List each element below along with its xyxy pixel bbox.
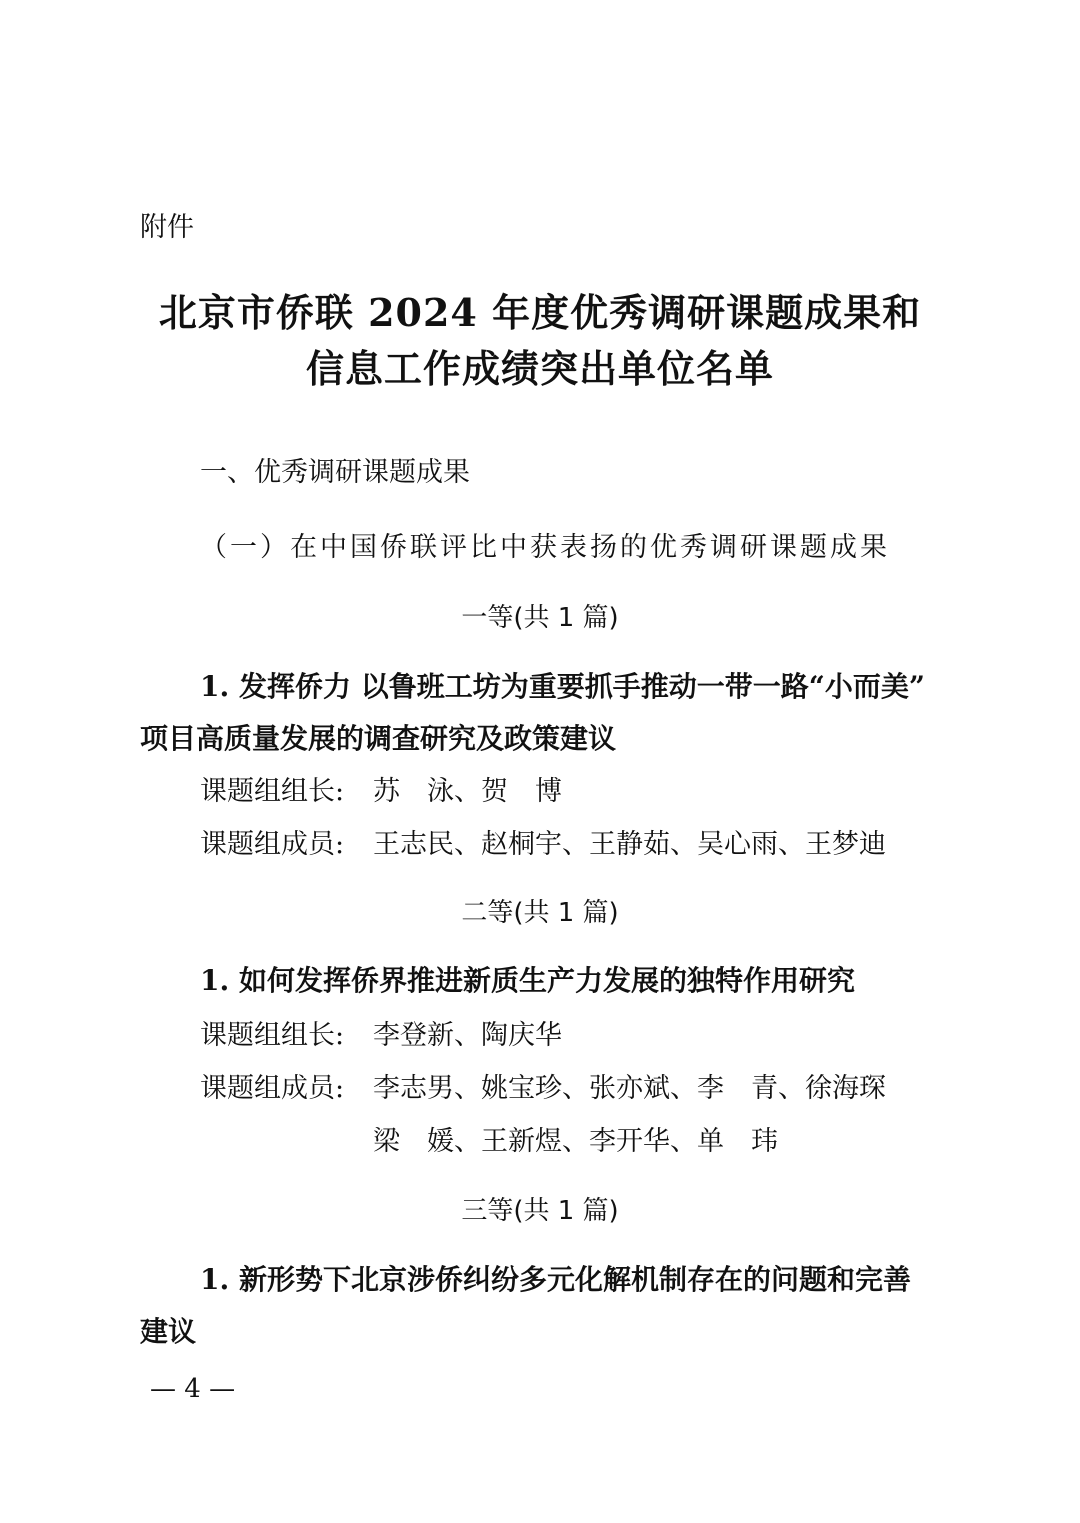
paper-title-third-line-2: 建议 [140, 1315, 197, 1348]
paper-title-first-line-2: 项目高质量发展的调查研究及政策建议 [140, 722, 617, 755]
members-second-line-2: 梁 媛、王新煜、李开华、单 玮 [373, 1126, 778, 1157]
paper-title-third-line-1: 1. 新形势下北京涉侨纠纷多元化解机制存在的问题和完善 [200, 1263, 911, 1296]
page-number: — 4 — [150, 1374, 236, 1404]
grade-heading-third: 三等(共 1 篇) [461, 1196, 619, 1226]
paper-title-first-line-1: 1. 发挥侨力 以鲁班工坊为重要抓手推动一带一路“小而美” [200, 670, 925, 703]
leaders-second: 李登新、陶庆华 [373, 1020, 562, 1051]
document-title-line-2: 信息工作成绩突出单位名单 [305, 346, 774, 391]
grade-heading-first: 一等(共 1 篇) [461, 603, 619, 633]
leaders-first: 苏 泳、贺 博 [373, 776, 562, 807]
grade-heading-second: 二等(共 1 篇) [461, 898, 619, 928]
leader-label-second: 课题组组长: [200, 1020, 345, 1051]
paper-title-second: 1. 如何发挥侨界推进新质生产力发展的独特作用研究 [200, 964, 855, 997]
attachment-label: 附件 [140, 212, 194, 243]
section-heading: 一、优秀调研课题成果 [200, 457, 470, 488]
member-label-first: 课题组成员: [200, 829, 345, 860]
members-second-line-1: 李志男、姚宝珍、张亦斌、李 青、徐海琛 [373, 1073, 886, 1104]
member-label-second: 课题组成员: [200, 1073, 345, 1104]
document-title-line-1: 北京市侨联 2024 年度优秀调研课题成果和 [158, 290, 922, 335]
subsection-heading: （一）在中国侨联评比中获表扬的优秀调研课题成果 [200, 532, 890, 563]
leader-label-first: 课题组组长: [200, 776, 345, 807]
members-first: 王志民、赵桐宇、王静茹、吴心雨、王梦迪 [373, 829, 886, 860]
